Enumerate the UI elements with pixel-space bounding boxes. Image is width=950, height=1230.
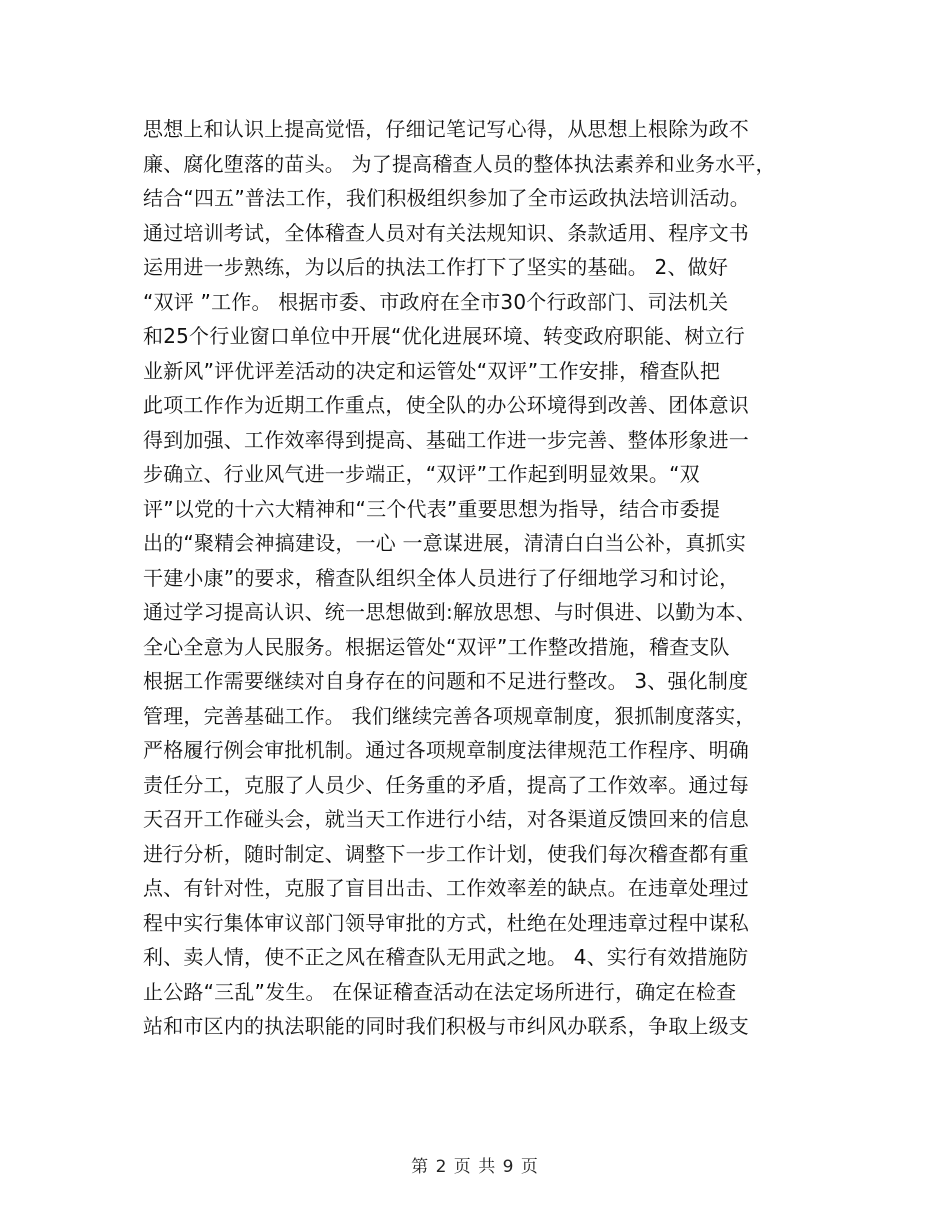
text-line: 止公路“三乱”发生。 在保证稽查活动在法定场所进行，确定在检查 (143, 979, 737, 1004)
text-line: 此项工作作为近期工作重点，使全队的办公环境得到改善、团体意识 (143, 393, 749, 417)
text-line: 廉、腐化堕落的苗头。 为了提高稽查人员的整体执法素养和业务水平， (143, 151, 776, 176)
text-line: 责任分工，克服了人员少、任务重的矛盾，提高了工作效率。通过每 (143, 772, 749, 797)
text-line: 和25个行业窗口单位中开展“优化进展环境、转变政府职能、树立行 (143, 324, 746, 348)
text-line: 通过培训考试，全体稽查人员对有关法规知识、条款适用、程序文书 (143, 220, 749, 245)
text-line: 根据工作需要继续对自身存在的问题和不足进行整改。 3、强化制度 (143, 669, 749, 693)
text-line: 进行分析，随时制定、调整下一步工作计划，使我们每次稽查都有重 (143, 841, 749, 866)
text-line: 业新风”评优评差活动的决定和运管处“双评”工作安排，稽查队把 (143, 358, 721, 383)
text-line: 结合“四五”普法工作，我们积极组织参加了全市运政执法培训活动。 (143, 186, 750, 210)
text-line: 程中实行集体审议部门领导审批的方式，杜绝在处理违章过程中谋私 (143, 910, 749, 935)
text-line: 干建小康”的要求，稽查队组织全体人员进行了仔细地学习和讨论， (143, 565, 740, 590)
text-line: “双评 ”工作。 根据市委、市政府在全市30个行政部门、司法机关 (143, 289, 729, 314)
text-line: 评”以党的十六大精神和“三个代表”重要思想为指导，结合市委提 (143, 496, 721, 521)
text-line: 点、有针对性，克服了盲目出击、工作效率差的缺点。在违章处理过 (143, 876, 749, 900)
text-line: 严格履行例会审批机制。通过各项规章制度法律规范工作程序、明确 (143, 738, 749, 762)
text-line: 步确立、行业风气进一步端正，“双评”工作起到明显效果。“双 (143, 462, 700, 486)
text-line: 思想上和认识上提高觉悟，仔细记笔记写心得，从思想上根除为政不 (143, 117, 749, 141)
text-line: 全心全意为人民服务。根据运管处“双评”工作整改措施，稽查支队 (143, 634, 730, 659)
text-line: 站和市区内的执法职能的同时我们积极与市纠风办联系，争取上级支 (143, 1014, 749, 1038)
page-number-footer: 第 2 页 共 9 页 (411, 1157, 539, 1177)
text-line: 天召开工作碰头会，就当天工作进行小结，对各渠道反馈回来的信息 (143, 807, 749, 831)
body-text (143, 112, 823, 1044)
text-line: 管理，完善基础工作。 我们继续完善各项规章制度，狠抓制度落实， (143, 703, 756, 728)
text-line: 利、卖人情，使不正之风在稽查队无用武之地。 4、实行有效措施防 (143, 945, 749, 969)
text-line: 出的“聚精会神搞建设，一心 一意谋进展，清清白白当公补，真抓实 (143, 531, 746, 555)
text-line: 得到加强、工作效率得到提高、基础工作进一步完善、整体形象进一 (143, 427, 749, 452)
text-line: 运用进一步熟练，为以后的执法工作打下了坚实的基础。 2、做好 (143, 255, 729, 279)
text-line: 通过学习提高认识、统一思想做到:解放思想、与时俱进、以勤为本、 (143, 600, 756, 624)
